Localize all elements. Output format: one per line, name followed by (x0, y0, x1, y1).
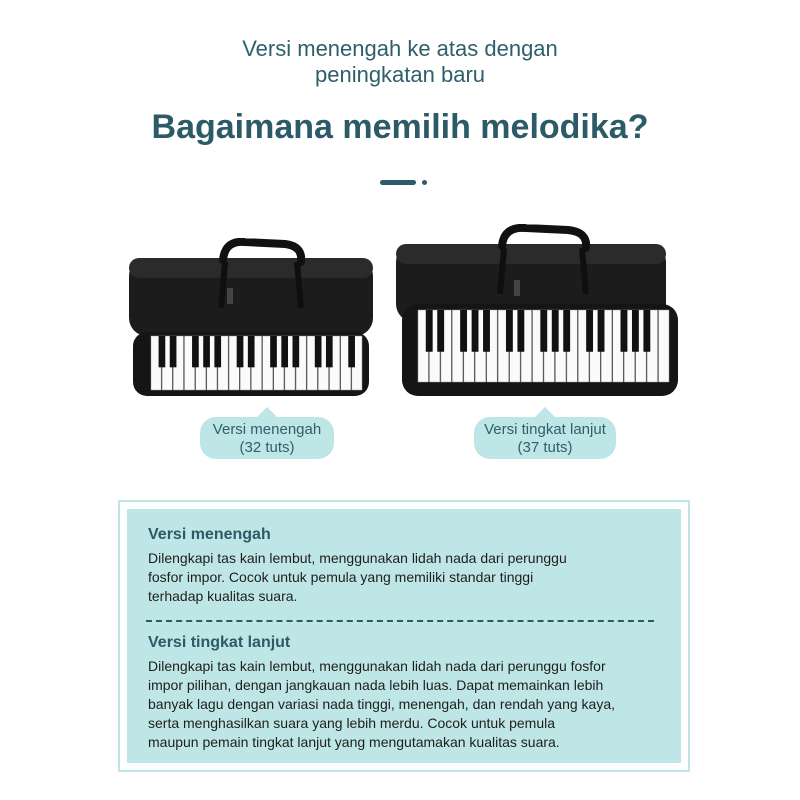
black-key (483, 310, 490, 352)
black-key (506, 310, 513, 352)
section-divider (146, 620, 654, 622)
white-key (659, 310, 669, 382)
black-key (281, 336, 288, 367)
advanced-body-line: banyak lagu dengan variasi nada tinggi, menengah, dan rendah yang kaya, (148, 696, 616, 712)
mid-body-line: terhadap kualitas suara. (148, 588, 298, 604)
decoration-bar (380, 180, 416, 185)
advanced-body-line: maupun pemain tingkat lanjut yang mengutamakan kualitas suara. (148, 734, 560, 750)
black-key (270, 336, 277, 367)
black-key (426, 310, 433, 352)
black-key (292, 336, 299, 367)
mid-body-line: fosfor impor. Cocok untuk pemula yang memiliki standar tinggi (148, 569, 534, 585)
black-key (552, 310, 559, 352)
product-label-mid-line-2: (32 tuts) (239, 439, 295, 456)
advanced-body-line: Dilengkapi tas kain lembut, menggunakan lidah nada dari perunggu fosfor (148, 658, 606, 674)
black-key (563, 310, 570, 352)
black-key (472, 310, 479, 352)
subtitle (0, 36, 800, 88)
black-key (632, 310, 639, 352)
product-label-advanced (474, 417, 616, 459)
black-key (540, 310, 547, 352)
mid-body-line: Dilengkapi tas kain lembut, menggunakan lidah nada dari perunggu (148, 550, 567, 566)
advanced-section-title: Versi tingkat lanjut (148, 634, 291, 651)
black-key (348, 336, 355, 367)
black-key (643, 310, 650, 352)
black-key (170, 336, 177, 367)
advanced-body-line: serta menghasilkan suara yang lebih merdu. Cocok untuk pemula (148, 715, 556, 731)
black-key (214, 336, 221, 367)
black-key (517, 310, 524, 352)
black-key (237, 336, 244, 367)
product-label-advanced-line-1: Versi tingkat lanjut (484, 421, 606, 438)
product-label-mid (200, 417, 334, 459)
black-key (159, 336, 166, 367)
black-key (248, 336, 255, 367)
black-key (326, 336, 333, 367)
mid-section-body (148, 549, 567, 606)
product-label-advanced-line-2: (37 tuts) (517, 439, 573, 456)
mid-section-title: Versi menengah (148, 526, 271, 543)
subtitle-line-2: peningkatan baru (314, 62, 486, 87)
black-key (437, 310, 444, 352)
black-key (586, 310, 593, 352)
black-key (598, 310, 605, 352)
black-key (315, 336, 322, 367)
advanced-section-body (148, 657, 615, 752)
product-label-mid-line-1: Versi menengah (212, 421, 322, 438)
advanced-body-line: impor pilihan, dengan jangkauan nada lebih luas. Dapat memainkan lebih (148, 677, 604, 693)
melodica-32-keys-image (125, 238, 385, 400)
black-key (621, 310, 628, 352)
decoration-dot (422, 180, 427, 185)
melodica-37-keys-image (392, 224, 682, 400)
subtitle-line-1: Versi menengah ke atas dengan (242, 36, 558, 61)
black-key (192, 336, 199, 367)
black-key (203, 336, 210, 367)
page-title: Bagaimana memilih melodika? (151, 108, 649, 146)
black-key (460, 310, 467, 352)
